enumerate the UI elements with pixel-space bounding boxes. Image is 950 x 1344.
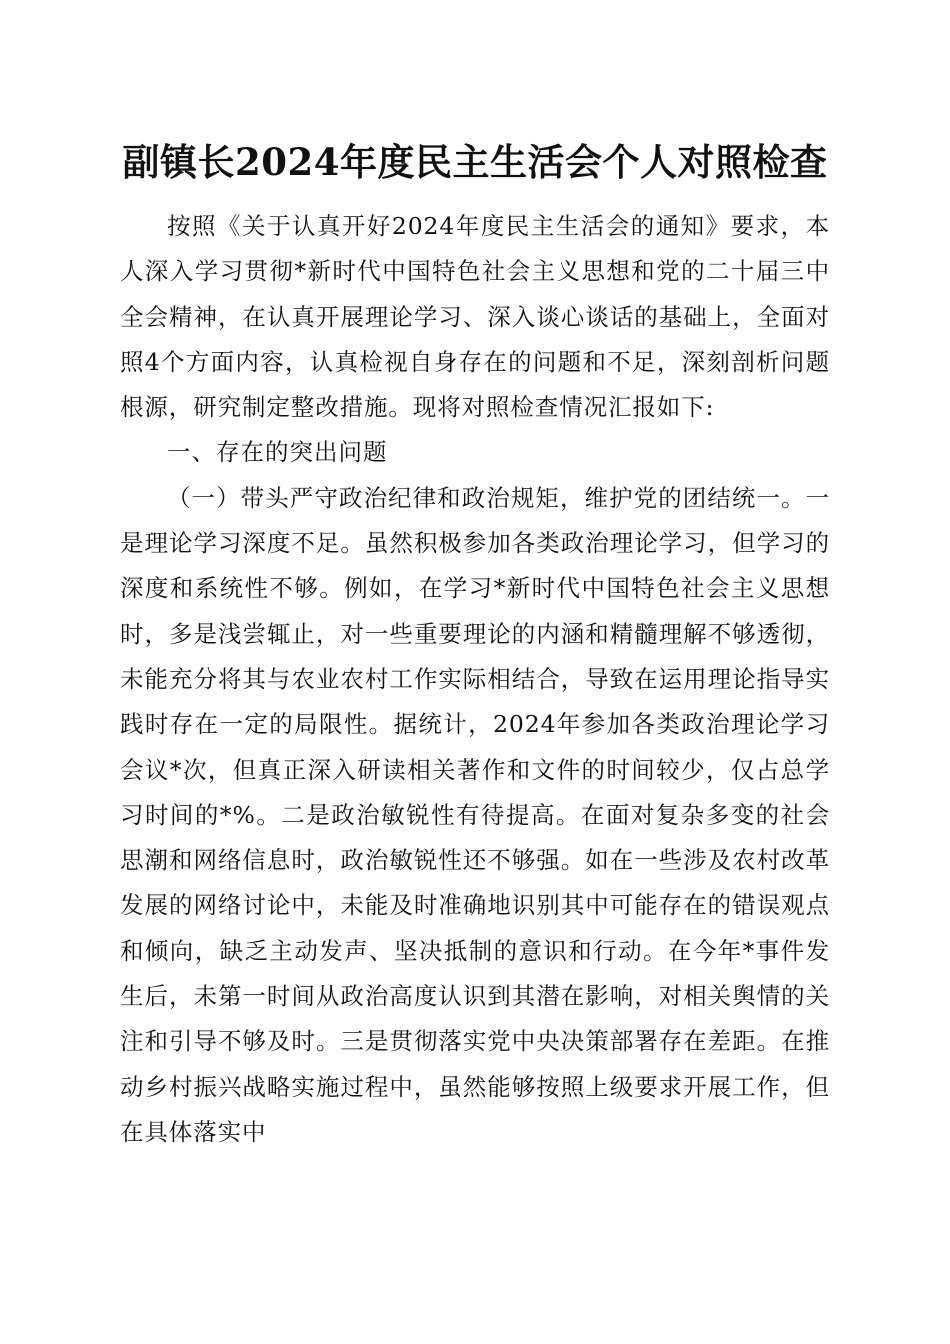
section-1-paragraph: （一）带头严守政治纪律和政治规矩，维护党的团结统一。一是理论学习深度不足。虽然积极参加各类政治理论学习，但学习的深度和系统性不够。例如，在学习*新时代中国特色社会主义思想时，多是浅尝辄止，对一些重要理论的内涵和精髓理解不够透彻，未能充分将其与农业农村工作实际相结合，导致在运用理论指导实践时存在一定的局限性。据统计，2024年参加各类政治理论学习会议*次，但真正深入研读相关著作和文件的时间较少，仅占总学习时间的*%。二是政治敏锐性有待提高。在面对复杂多变的社会思潮和网络信息时，政治敏锐性还不够强。如在一些涉及农村改革发展的网络讨论中，未能及时准确地识别其中可能存在的错误观点和倾向，缺乏主动发声、坚决抵制的意识和行动。在今年*事件发生后，未第一时间从政治高度认识到其潜在影响，对相关舆情的关注和引导不够及时。三是贯彻落实党中央决策部署存在差距。在推动乡村振兴战略实施过程中，虽然能够按照上级要求开展工作，但在具体落实中 <box>120 483 830 1146</box>
document-title: 副镇长2024年度民主生活会个人对照检查 <box>122 140 828 184</box>
section-heading-1: 一、存在的突出问题 <box>167 438 388 467</box>
intro-paragraph: 按照《关于认真开好2024年度民主生活会的通知》要求，本人深入学习贯彻*新时代中国特色社会主义思想和党的二十届三中全会精神，在认真开展理论学习、深入谈心谈话的基础上，全面对照4个方面内容，认真检视自身存在的问题和不足，深刻剖析问题根源，研究制定整改措施。现将对照检查情况汇报如下: <box>120 212 830 422</box>
document-body <box>120 204 830 1155</box>
